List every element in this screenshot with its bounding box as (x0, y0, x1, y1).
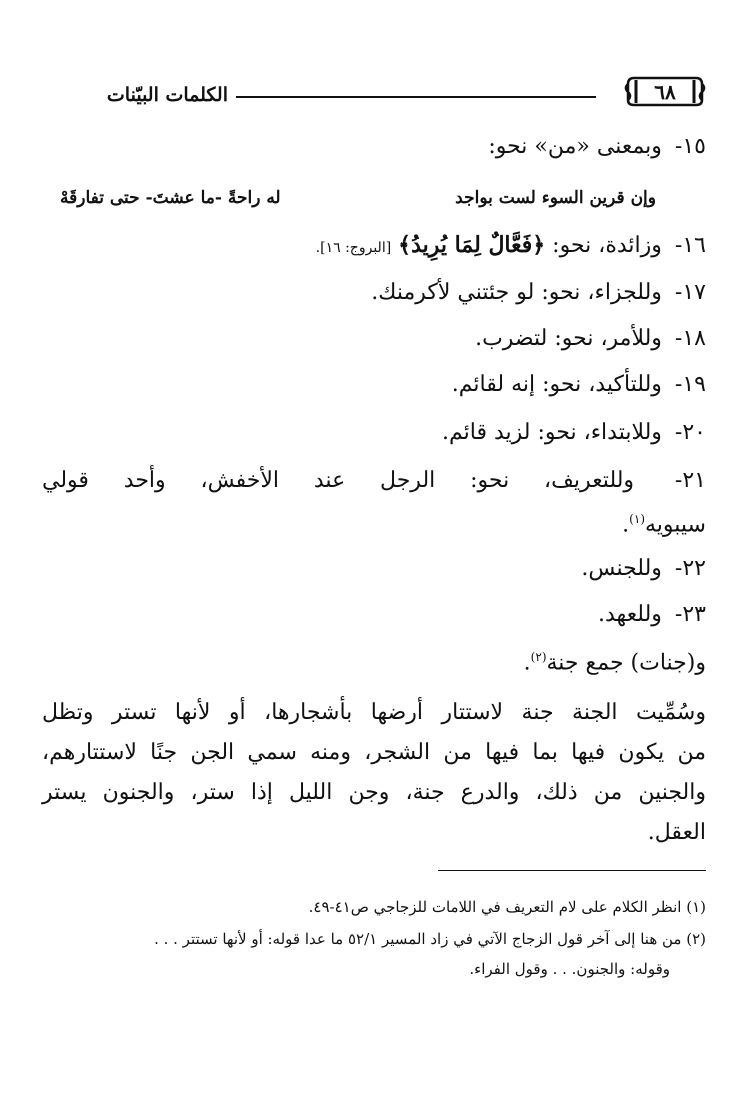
item-text: وللأمر، نحو: لتضرب. (475, 326, 662, 351)
item-text: سيبويه (645, 512, 706, 538)
item-text: وزائدة، نحو: (552, 233, 662, 258)
item-text: وللعهد. (598, 602, 662, 627)
list-item (452, 372, 706, 397)
item-text: وللجزاء، نحو: لو جئتني لأكرمنك. (371, 280, 662, 305)
item-number: ٢١- (674, 468, 706, 493)
item-text: وللابتداء، نحو: لزيد قائم. (442, 420, 662, 445)
list-item (316, 232, 706, 258)
list-item (598, 602, 706, 627)
list-item (442, 420, 706, 445)
paragraph-line: العقل. (647, 820, 706, 845)
footnote: (٢) من هنا إلى آخر قول الزجاج الآتي في زاد المسير ٥٢/١ ما عدا قوله: أو لأنها تستتر . . . (154, 930, 706, 948)
footnote-ref: (٢) (530, 650, 547, 664)
poetry-verse (60, 188, 656, 216)
footnote-continuation: وقوله: والجنون. . . وقول الفراء. (469, 960, 670, 978)
item-number: ٢٣- (674, 602, 706, 627)
paragraph-line: وسُمِّيت الجنة جنة لاستتار أرضها بأشجارها، أو لأنها تستر وتظل (42, 700, 706, 725)
list-item (488, 134, 706, 159)
paragraph-line: والجنين من ذلك، والدرع جنة، وجن الليل إذا ستر، والجنون يستر (42, 780, 706, 805)
page-number-scroll (624, 74, 706, 108)
list-item-continuation (622, 512, 706, 537)
verse-first-hemistich: وإن قرين السوء لست بواجد (455, 188, 656, 208)
jannat-line (524, 650, 706, 675)
item-text: وللتعريف، نحو: الرجل عند الأخفش، وأحد قولي (42, 468, 635, 493)
item-number: ١٨- (674, 326, 706, 351)
verse-second-hemistich: له راحةً -ما عشتَ- حتى تفارقَهْ (60, 188, 281, 208)
item-number: ٢٠- (674, 420, 706, 445)
jannat-text: و(جنات) جمع جنة (546, 650, 706, 676)
item-number: ١٥- (674, 134, 706, 159)
list-item (475, 326, 706, 351)
footnote-ref: (١) (629, 512, 645, 526)
paragraph-line: من يكون فيها بما فيها من الشجر، ومنه سمي الجن جنًا لاستتارهم، (42, 740, 706, 765)
item-number: ١٩- (674, 372, 706, 397)
item-number: ١٧- (674, 280, 706, 305)
punctuation: . (523, 650, 531, 676)
footnote: (١) انظر الكلام على لام التعريف في اللامات للزجاجي ص٤١-٤٩. (308, 898, 706, 916)
item-number: ٢٢- (674, 556, 706, 581)
page-number: ٦٨ (654, 80, 676, 104)
item-number: ١٦- (674, 233, 706, 258)
quran-quote: ﴿فَعَّالٌ لِمَا يُرِيدُ﴾ (398, 232, 546, 258)
item-text: وللجنس. (581, 556, 662, 581)
item-text: وللتأكيد، نحو: إنه لقائم. (451, 372, 662, 397)
page-header (108, 72, 706, 112)
book-title: الكلمات البيّنات (106, 84, 228, 106)
quran-reference: [البروج: ١٦]. (315, 240, 392, 256)
list-item (581, 556, 706, 581)
item-text: وبمعنى «من» نحو: (488, 134, 662, 159)
list-item (42, 468, 706, 493)
list-item (371, 280, 706, 305)
header-rule (236, 96, 596, 98)
punctuation: . (622, 512, 630, 538)
